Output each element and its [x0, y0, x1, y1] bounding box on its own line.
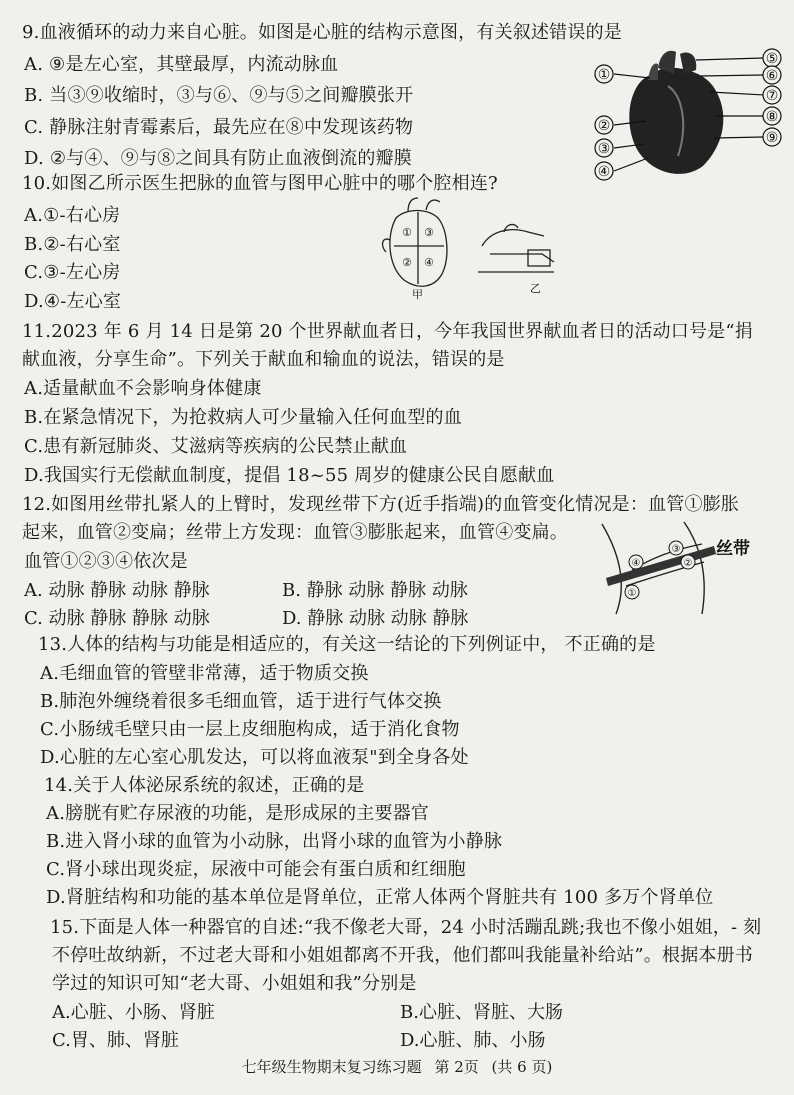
q10-option-d: D.④-左心室 — [24, 291, 122, 312]
q11-option-a: A.适量献血不会影响身体健康 — [24, 378, 262, 399]
heart-label-1: ① — [597, 67, 611, 83]
q12-stem-line3: 血管①②③④依次是 — [24, 551, 188, 572]
heart-label-7: ⑦ — [765, 88, 779, 104]
q9-stem: 9.血液循环的动力来自心脏。如图是心脏的结构示意图，有关叙述错误的是 — [22, 22, 622, 43]
q11-option-d: D.我国实行无偿献血制度，提倡 18~55 周岁的健康公民自愿献血 — [24, 465, 555, 486]
arm-ribbon-figure — [592, 518, 788, 618]
svg-text:③: ③ — [671, 544, 681, 555]
q15-stem-line3: 学过的知识可知“老大哥、小姐姐和我”分别是 — [52, 973, 417, 994]
heart-structure-figure — [588, 46, 788, 186]
q13-stem: 13.人体的结构与功能是相适应的，有关这一结论的下列例证中， 不正确的是 — [38, 634, 656, 655]
heart-label-3: ③ — [597, 141, 611, 157]
footer-page-number: 第 2页 — [434, 1058, 479, 1076]
pulse-heart-figure — [378, 196, 568, 300]
footer-total-pages: (共 6 页) — [491, 1058, 553, 1076]
heart-label-4: ④ — [597, 164, 611, 180]
svg-text:④: ④ — [631, 558, 641, 569]
q15-option-b: B.心脏、肾脏、大肠 — [400, 1002, 563, 1023]
heart-label-9: ⑨ — [765, 130, 779, 146]
q11-stem-line1: 11.2023 年 6 月 14 日是第 20 个世界献血者日，今年我国世界献血者日的活动口号是“捐 — [22, 321, 753, 342]
q13-option-a: A.毛细血管的管壁非常薄，适于物质交换 — [40, 663, 369, 684]
q12-stem-line2: 起来，血管②变扁；丝带上方发现：血管③膨胀起来，血管④变扁。 — [22, 522, 568, 543]
q10-option-a: A.①-右心房 — [24, 205, 121, 226]
q15-option-c: C.胃、肺、肾脏 — [52, 1030, 179, 1051]
figure-label-jia: 甲 — [412, 288, 423, 300]
q10-stem: 10.如图乙所示医生把脉的血管与图甲心脏中的哪个腔相连? — [22, 173, 498, 194]
q12-option-d: D. 静脉 动脉 动脉 静脉 — [282, 608, 469, 629]
q12-options-row1 — [24, 580, 468, 602]
svg-text:①: ① — [627, 588, 637, 599]
q13-option-b: B.肺泡外缠绕着很多毛细血管，适于进行气体交换 — [40, 691, 442, 712]
q15-option-d: D.心脏、肺、小肠 — [400, 1030, 546, 1051]
q14-option-b: B.进入肾小球的血管为小动脉，出肾小球的血管为小静脉 — [46, 831, 503, 852]
svg-text:①: ① — [402, 226, 412, 239]
q11-option-c: C.患有新冠肺炎、艾滋病等疾病的公民禁止献血 — [24, 436, 408, 457]
q15-options-row2 — [52, 1030, 546, 1052]
q14-stem: 14.关于人体泌尿系统的叙述，正确的是 — [44, 775, 365, 796]
q14-option-a: A.膀胱有贮存尿液的功能，是形成尿的主要器官 — [46, 803, 430, 824]
q11-stem-line2: 献血液，分享生命”。下列关于献血和输血的说法，错误的是 — [22, 349, 505, 370]
svg-text:④: ④ — [424, 256, 434, 269]
ribbon-band — [606, 546, 716, 586]
q9-option-a: A. ⑨是左心室，其壁最厚，内流动脉血 — [24, 54, 339, 75]
q15-stem-line1: 15.下面是人体一种器官的自述:“我不像老大哥，24 小时活蹦乱跳;我也不像小姐姐，- 刻 — [50, 917, 762, 938]
ribbon-label: 丝带 — [716, 539, 750, 559]
q10-option-b: B.②-右心室 — [24, 234, 121, 255]
heart-label-8: ⑧ — [765, 109, 779, 125]
footer-title: 七年级生物期末复习练习题 — [241, 1058, 422, 1076]
q15-option-a: A.心脏、小肠、肾脏 — [52, 1002, 215, 1023]
q9-option-b: B. 当③⑨收缩时，③与⑥、⑨与⑤之间瓣膜张开 — [24, 85, 414, 106]
q10-option-c: C.③-左心房 — [24, 262, 121, 283]
q14-option-c: C.肾小球出现炎症，尿液中可能会有蛋白质和红细胞 — [46, 859, 466, 880]
q14-option-d: D.肾脏结构和功能的基本单位是肾单位，正常人体两个肾脏共有 100 多万个肾单位 — [46, 887, 714, 908]
q12-options-row2 — [24, 608, 468, 630]
page-footer — [0, 1057, 794, 1077]
q13-option-d: D.心脏的左心室心肌发达，可以将血液泵"到全身各处 — [40, 747, 469, 768]
q15-stem-line2: 不停吐故纳新，不过老大哥和小姐姐都离不开我，他们都叫我能量补给站”。根据本册书 — [52, 945, 753, 966]
q12-option-a: A. 动脉 静脉 动脉 静脉 — [24, 580, 210, 601]
figure-label-yi: 乙 — [530, 282, 541, 295]
svg-text:③: ③ — [424, 226, 434, 239]
q12-stem-line1: 12.如图用丝带扎紧人的上臂时，发现丝带下方(近手指端)的血管变化情况是：血管①膨胀 — [22, 494, 740, 515]
q13-option-c: C.小肠绒毛壁只由一层上皮细胞构成，适于消化食物 — [40, 719, 460, 740]
q11-option-b: B.在紧急情况下，为抢救病人可少量输入任何血型的血 — [24, 407, 462, 428]
q12-option-c: C. 动脉 静脉 静脉 动脉 — [24, 608, 210, 629]
svg-text:②: ② — [683, 558, 693, 569]
heart-label-2: ② — [597, 118, 611, 134]
pulse-diagram-yi — [478, 225, 554, 272]
heart-diagram-jia — [383, 198, 447, 286]
q9-option-c: C. 静脉注射青霉素后，最先应在⑧中发现该药物 — [24, 117, 414, 138]
heart-label-6: ⑥ — [765, 68, 779, 84]
q15-options-row1 — [52, 1002, 563, 1024]
heart-label-5: ⑤ — [765, 51, 779, 67]
svg-text:②: ② — [402, 256, 412, 269]
q9-option-d: D. ②与④、⑨与⑧之间具有防止血液倒流的瓣膜 — [24, 148, 412, 169]
q12-option-b: B. 静脉 动脉 静脉 动脉 — [282, 580, 468, 601]
